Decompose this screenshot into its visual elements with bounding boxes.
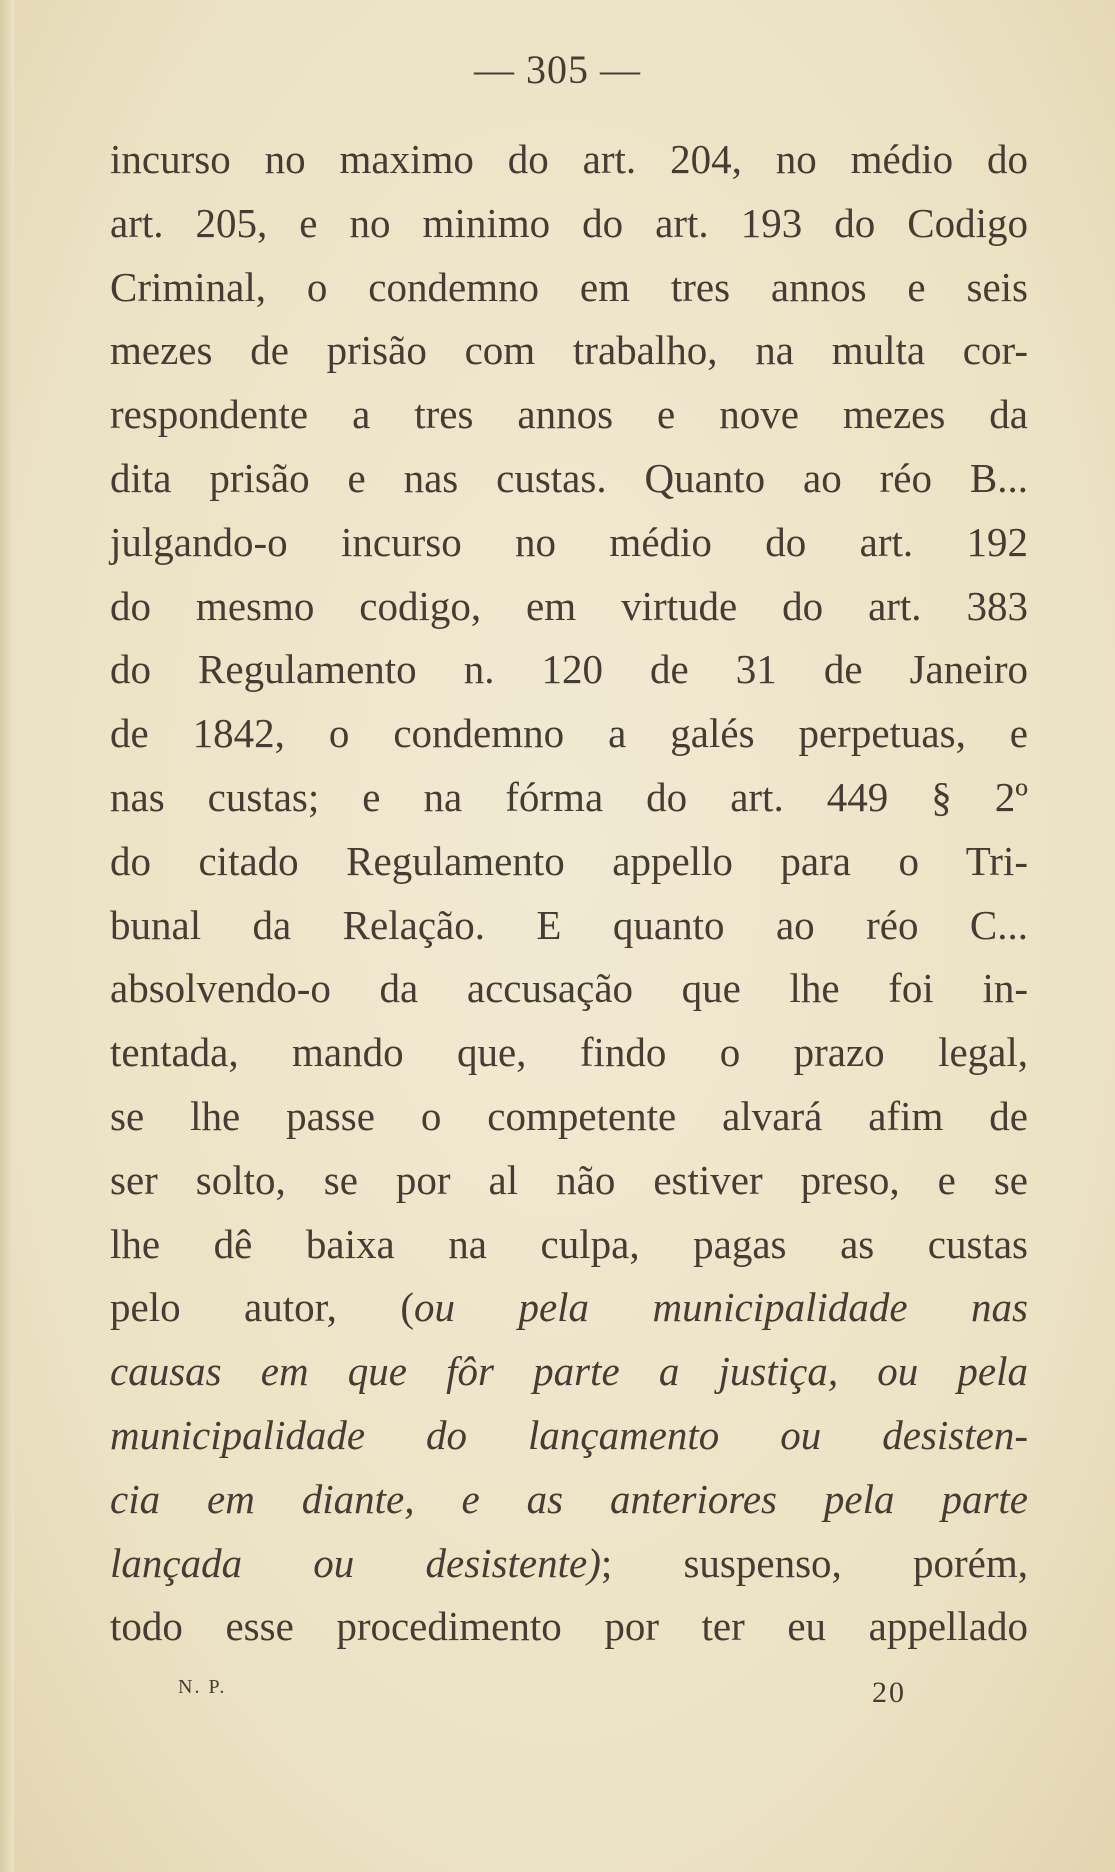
line-text: julgando-o incurso no médio do art. 192 [110,518,1028,565]
text-line [110,1085,1028,1149]
line-text: absolvendo-o da accusação que lhe foi in- [110,965,1028,1012]
line-text: art. 205, e no minimo do art. 193 do Codigo [110,199,1028,246]
line-text: Criminal, o condemno em tres annos e seis [110,263,1028,310]
line-text: mezes de prisão com trabalho, na multa cor- [110,327,1028,374]
text-line [110,830,1028,894]
text-line [110,702,1028,766]
text-line [110,894,1028,958]
text-line [110,383,1028,447]
text-line [110,1340,1028,1404]
line-text: do mesmo codigo, em virtude do art. 383 [110,582,1028,629]
signature-mark: N. P. [178,1676,227,1698]
line-text: ; suspenso, porém, [600,1539,1028,1586]
text-line [110,957,1028,1021]
line-text: pelo autor, ( [110,1284,415,1331]
line-text: nas custas; e na fórma do art. 449 § 2º [110,773,1028,820]
line-text: bunal da Relação. E quanto ao réo C... [110,901,1028,948]
line-text: incurso no maximo do art. 204, no médio do [110,136,1028,182]
text-line [110,447,1028,511]
text-line [110,192,1028,256]
text-line [110,128,1028,192]
line-text: do Regulamento n. 120 de 31 de Janeiro [110,646,1028,693]
line-text: todo esse procedimento por ter eu appellado [110,1603,1028,1650]
text-line [110,766,1028,830]
text-line [110,319,1028,383]
line-text: tentada, mando que, findo o prazo legal, [110,1029,1028,1076]
italic-text: municipalidade do lançamento ou desisten- [110,1411,1028,1458]
line-text: se lhe passe o competente alvará afim de [110,1092,1028,1139]
line-text: de 1842, o condemno a galés perpetuas, e [110,710,1028,757]
text-line [110,1276,1028,1340]
line-text: lhe dê baixa na culpa, pagas as custas [110,1220,1028,1267]
text-line [110,1404,1028,1468]
text-line [110,1595,1028,1659]
page-number-header: — 305 — [474,47,641,92]
line-text: respondente a tres annos e nove mezes da [110,391,1028,438]
text-line [110,1149,1028,1213]
sheet-number: 20 [872,1676,906,1709]
text-line [110,511,1028,575]
text-line [110,256,1028,320]
italic-text: causas em que fôr parte a justiça, ou pela [110,1348,1028,1395]
italic-text: lançada ou desistente) [110,1539,601,1586]
text-line [110,1468,1028,1532]
text-line [110,638,1028,702]
text-line [110,1213,1028,1277]
text-line [110,1532,1028,1596]
body-text [110,128,1028,1659]
line-text: dita prisão e nas custas. Quanto ao réo B... [110,454,1028,501]
italic-text: cia em diante, e as anteriores pela parte [110,1475,1028,1522]
page-edge [0,0,14,1872]
line-text: do citado Regulamento appello para o Tri- [110,837,1028,884]
italic-text: ou pela municipalidade nas [414,1284,1028,1331]
text-line [110,1021,1028,1085]
line-text: ser solto, se por al não estiver preso, e se [110,1156,1028,1203]
text-line [110,575,1028,639]
